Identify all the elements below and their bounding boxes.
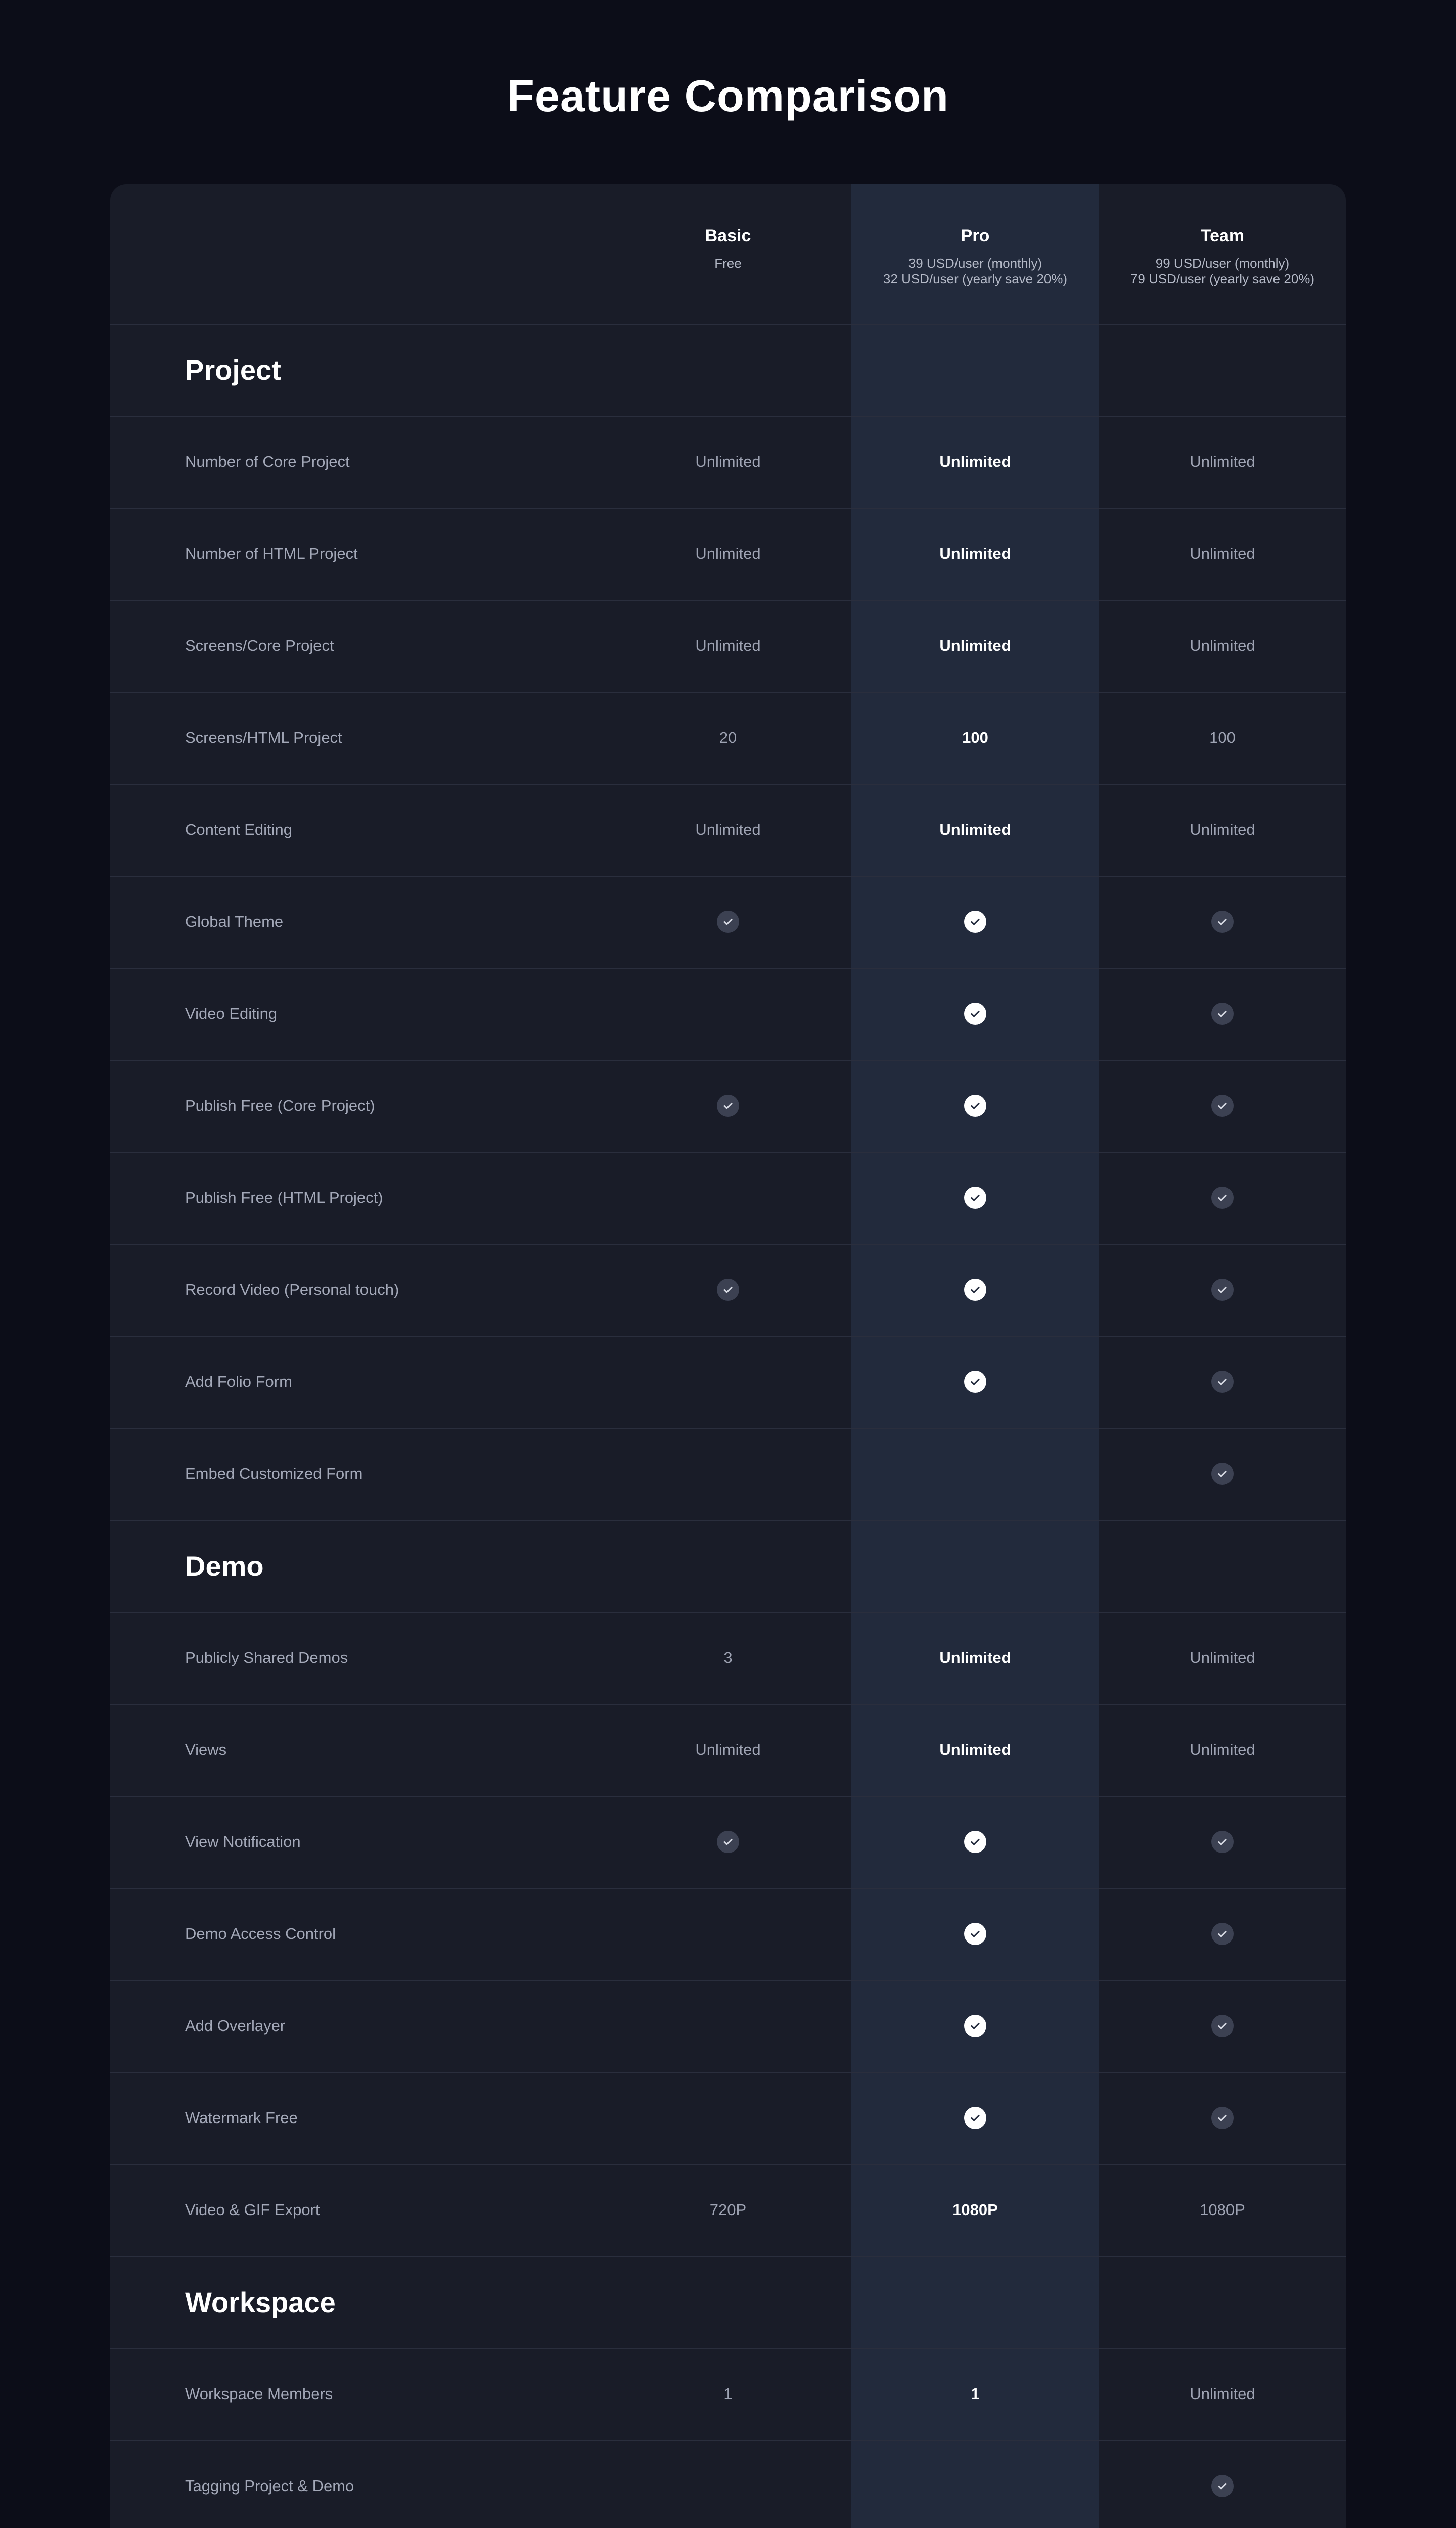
- feature-row: [110, 784, 1346, 877]
- feature-row: [110, 2072, 1346, 2165]
- feature-row: [110, 1888, 1346, 1981]
- feature-label: Embed Customized Form: [185, 1465, 363, 1482]
- feature-label: Publish Free (Core Project): [185, 1097, 375, 1114]
- cell-basic: [605, 2440, 851, 2528]
- feature-label: Video & GIF Export: [185, 2201, 320, 2219]
- feature-label: Video Editing: [185, 1005, 278, 1022]
- feature-value: Unlimited: [695, 821, 761, 838]
- feature-label: Demo Access Control: [185, 1925, 336, 1943]
- cell-basic: [605, 1152, 851, 1244]
- cell-pro: [851, 1428, 1099, 1520]
- feature-value: Unlimited: [1190, 1741, 1255, 1758]
- cell-team: [1099, 416, 1346, 508]
- feature-value: 1: [723, 2385, 733, 2403]
- cell-team: [1099, 1060, 1346, 1152]
- cell-pro: [851, 1612, 1099, 1704]
- checkmark-icon: [1211, 2475, 1234, 2497]
- section-title: Demo: [185, 1550, 264, 1582]
- section-header-demo: [110, 1520, 1346, 1613]
- comparison-table: [110, 184, 1346, 2528]
- feature-label: Screens/Core Project: [185, 637, 334, 654]
- cell-basic: [605, 692, 851, 784]
- cell-pro: [851, 1152, 1099, 1244]
- cell-basic: [605, 1336, 851, 1428]
- feature-row: [110, 968, 1346, 1061]
- checkmark-icon: [717, 1831, 739, 1853]
- cell-team: [1099, 692, 1346, 784]
- cell-team: [1099, 2072, 1346, 2164]
- checkmark-icon: [1211, 1831, 1234, 1853]
- feature-value: Unlimited: [939, 545, 1011, 562]
- checkmark-icon: [1211, 1279, 1234, 1301]
- cell-basic: [605, 1796, 851, 1888]
- feature-value: Unlimited: [939, 637, 1011, 654]
- feature-label: Views: [185, 1741, 227, 1758]
- section-header-project: [110, 324, 1346, 417]
- cell-basic: [605, 2348, 851, 2440]
- feature-row: [110, 1980, 1346, 2073]
- cell-basic: [605, 968, 851, 1060]
- feature-value: Unlimited: [695, 545, 761, 562]
- feature-label: Content Editing: [185, 821, 292, 838]
- cell-team: [1099, 1888, 1346, 1980]
- cell-team: [1099, 1796, 1346, 1888]
- feature-value: Unlimited: [939, 1741, 1011, 1758]
- cell-basic: [605, 876, 851, 968]
- feature-label: Tagging Project & Demo: [185, 2477, 354, 2495]
- feature-value: Unlimited: [1190, 545, 1255, 562]
- feature-value: Unlimited: [1190, 821, 1255, 838]
- cell-team: [1099, 2164, 1346, 2256]
- checkmark-icon: [964, 911, 986, 933]
- feature-row: [110, 1704, 1346, 1797]
- feature-label: View Notification: [185, 1833, 301, 1850]
- cell-team: [1099, 1244, 1346, 1336]
- checkmark-icon: [1211, 1463, 1234, 1485]
- checkmark-icon: [964, 1187, 986, 1209]
- plan-name: Basic: [705, 226, 751, 245]
- checkmark-icon: [1211, 1371, 1234, 1393]
- plan-header-pro: [851, 184, 1099, 324]
- checkmark-icon: [717, 1279, 739, 1301]
- feature-row: [110, 1060, 1346, 1153]
- feature-label: Number of HTML Project: [185, 545, 358, 562]
- cell-basic: [605, 1428, 851, 1520]
- cell-pro: [851, 1244, 1099, 1336]
- cell-basic: [605, 1612, 851, 1704]
- feature-row: [110, 1796, 1346, 1889]
- cell-pro: [851, 968, 1099, 1060]
- feature-label: Add Folio Form: [185, 1373, 292, 1390]
- cell-pro: [851, 692, 1099, 784]
- feature-value: Unlimited: [939, 821, 1011, 838]
- cell-pro: [851, 2072, 1099, 2164]
- feature-value: 1080P: [952, 2201, 998, 2219]
- cell-team: [1099, 1704, 1346, 1796]
- cell-team: [1099, 1152, 1346, 1244]
- feature-value: Unlimited: [1190, 2385, 1255, 2403]
- feature-value: 1: [971, 2385, 980, 2403]
- cell-pro: [851, 2348, 1099, 2440]
- cell-team: [1099, 1612, 1346, 1704]
- checkmark-icon: [717, 1095, 739, 1117]
- feature-label: Global Theme: [185, 913, 284, 930]
- section-header-workspace: [110, 2256, 1346, 2349]
- cell-basic: [605, 1060, 851, 1152]
- feature-value: 3: [723, 1649, 733, 1666]
- cell-basic: [605, 1888, 851, 1980]
- feature-label: Record Video (Personal touch): [185, 1281, 399, 1298]
- feature-value: 1080P: [1200, 2201, 1245, 2219]
- cell-pro: [851, 1060, 1099, 1152]
- checkmark-icon: [964, 2015, 986, 2037]
- checkmark-icon: [964, 1279, 986, 1301]
- checkmark-icon: [1211, 2015, 1234, 2037]
- cell-basic: [605, 1980, 851, 2072]
- feature-value: Unlimited: [1190, 637, 1255, 654]
- checkmark-icon: [717, 911, 739, 933]
- feature-value: Unlimited: [1190, 1649, 1255, 1666]
- page-title: Feature Comparison: [507, 71, 949, 121]
- feature-label: Publish Free (HTML Project): [185, 1189, 383, 1206]
- plan-header-basic: [605, 184, 851, 324]
- feature-value: Unlimited: [695, 453, 761, 470]
- cell-pro: [851, 876, 1099, 968]
- plan-header-team: [1099, 184, 1346, 324]
- cell-pro: [851, 1980, 1099, 2072]
- feature-row: [110, 1336, 1346, 1429]
- feature-row: [110, 1244, 1346, 1337]
- cell-pro: [851, 1888, 1099, 1980]
- plan-name: Team: [1200, 226, 1245, 245]
- cell-team: [1099, 600, 1346, 692]
- feature-row: [110, 508, 1346, 601]
- feature-label: Screens/HTML Project: [185, 729, 342, 746]
- cell-pro: [851, 1704, 1099, 1796]
- feature-row: [110, 692, 1346, 785]
- cell-team: [1099, 1428, 1346, 1520]
- checkmark-icon: [1211, 911, 1234, 933]
- feature-value: Unlimited: [1190, 453, 1255, 470]
- cell-team: [1099, 876, 1346, 968]
- plan-price: 39 USD/user (monthly) 32 USD/user (yearly save 20%): [883, 256, 1068, 286]
- feature-row: [110, 2348, 1346, 2441]
- feature-row: [110, 2164, 1346, 2257]
- cell-team: [1099, 2348, 1346, 2440]
- feature-row: [110, 416, 1346, 509]
- cell-pro: [851, 1796, 1099, 1888]
- feature-value: Unlimited: [695, 1741, 761, 1758]
- feature-value: 100: [1209, 729, 1236, 746]
- cell-pro: [851, 2440, 1099, 2528]
- section-title: Workspace: [185, 2286, 336, 2318]
- cell-basic: [605, 508, 851, 600]
- cell-basic: [605, 1244, 851, 1336]
- feature-row: [110, 2440, 1346, 2528]
- cell-basic: [605, 1704, 851, 1796]
- plan-price: 99 USD/user (monthly) 79 USD/user (yearly save 20%): [1130, 256, 1315, 286]
- cell-team: [1099, 508, 1346, 600]
- checkmark-icon: [964, 2107, 986, 2129]
- checkmark-icon: [1211, 1095, 1234, 1117]
- section-title: Project: [185, 353, 281, 386]
- cell-basic: [605, 2072, 851, 2164]
- checkmark-icon: [1211, 2107, 1234, 2129]
- cell-pro: [851, 600, 1099, 692]
- feature-value: 20: [719, 729, 737, 746]
- checkmark-icon: [1211, 1003, 1234, 1025]
- feature-value: Unlimited: [695, 637, 761, 654]
- cell-pro: [851, 1336, 1099, 1428]
- cell-team: [1099, 1980, 1346, 2072]
- checkmark-icon: [964, 1923, 986, 1945]
- checkmark-icon: [1211, 1187, 1234, 1209]
- checkmark-icon: [964, 1831, 986, 1853]
- feature-row: [110, 600, 1346, 693]
- feature-value: Unlimited: [939, 453, 1011, 470]
- feature-value: 720P: [709, 2201, 747, 2219]
- cell-basic: [605, 600, 851, 692]
- cell-basic: [605, 2164, 851, 2256]
- feature-row: [110, 1428, 1346, 1521]
- checkmark-icon: [964, 1095, 986, 1117]
- plan-name: Pro: [961, 226, 990, 245]
- cell-basic: [605, 416, 851, 508]
- checkmark-icon: [964, 1371, 986, 1393]
- feature-row: [110, 1152, 1346, 1245]
- feature-label: Workspace Members: [185, 2385, 333, 2403]
- cell-team: [1099, 1336, 1346, 1428]
- feature-label: Add Overlayer: [185, 2017, 286, 2035]
- feature-label: Number of Core Project: [185, 453, 350, 470]
- checkmark-icon: [1211, 1923, 1234, 1945]
- cell-team: [1099, 2440, 1346, 2528]
- feature-value: 100: [962, 729, 988, 746]
- feature-label: Publicly Shared Demos: [185, 1649, 348, 1666]
- feature-row: [110, 1612, 1346, 1705]
- checkmark-icon: [964, 1003, 986, 1025]
- feature-label: Watermark Free: [185, 2109, 298, 2127]
- feature-row: [110, 876, 1346, 969]
- cell-basic: [605, 784, 851, 876]
- cell-pro: [851, 508, 1099, 600]
- plan-header-row: [110, 184, 1346, 325]
- cell-pro: [851, 416, 1099, 508]
- cell-team: [1099, 784, 1346, 876]
- cell-pro: [851, 2164, 1099, 2256]
- plan-price: Free: [714, 256, 742, 271]
- cell-team: [1099, 968, 1346, 1060]
- feature-value: Unlimited: [939, 1649, 1011, 1666]
- cell-pro: [851, 784, 1099, 876]
